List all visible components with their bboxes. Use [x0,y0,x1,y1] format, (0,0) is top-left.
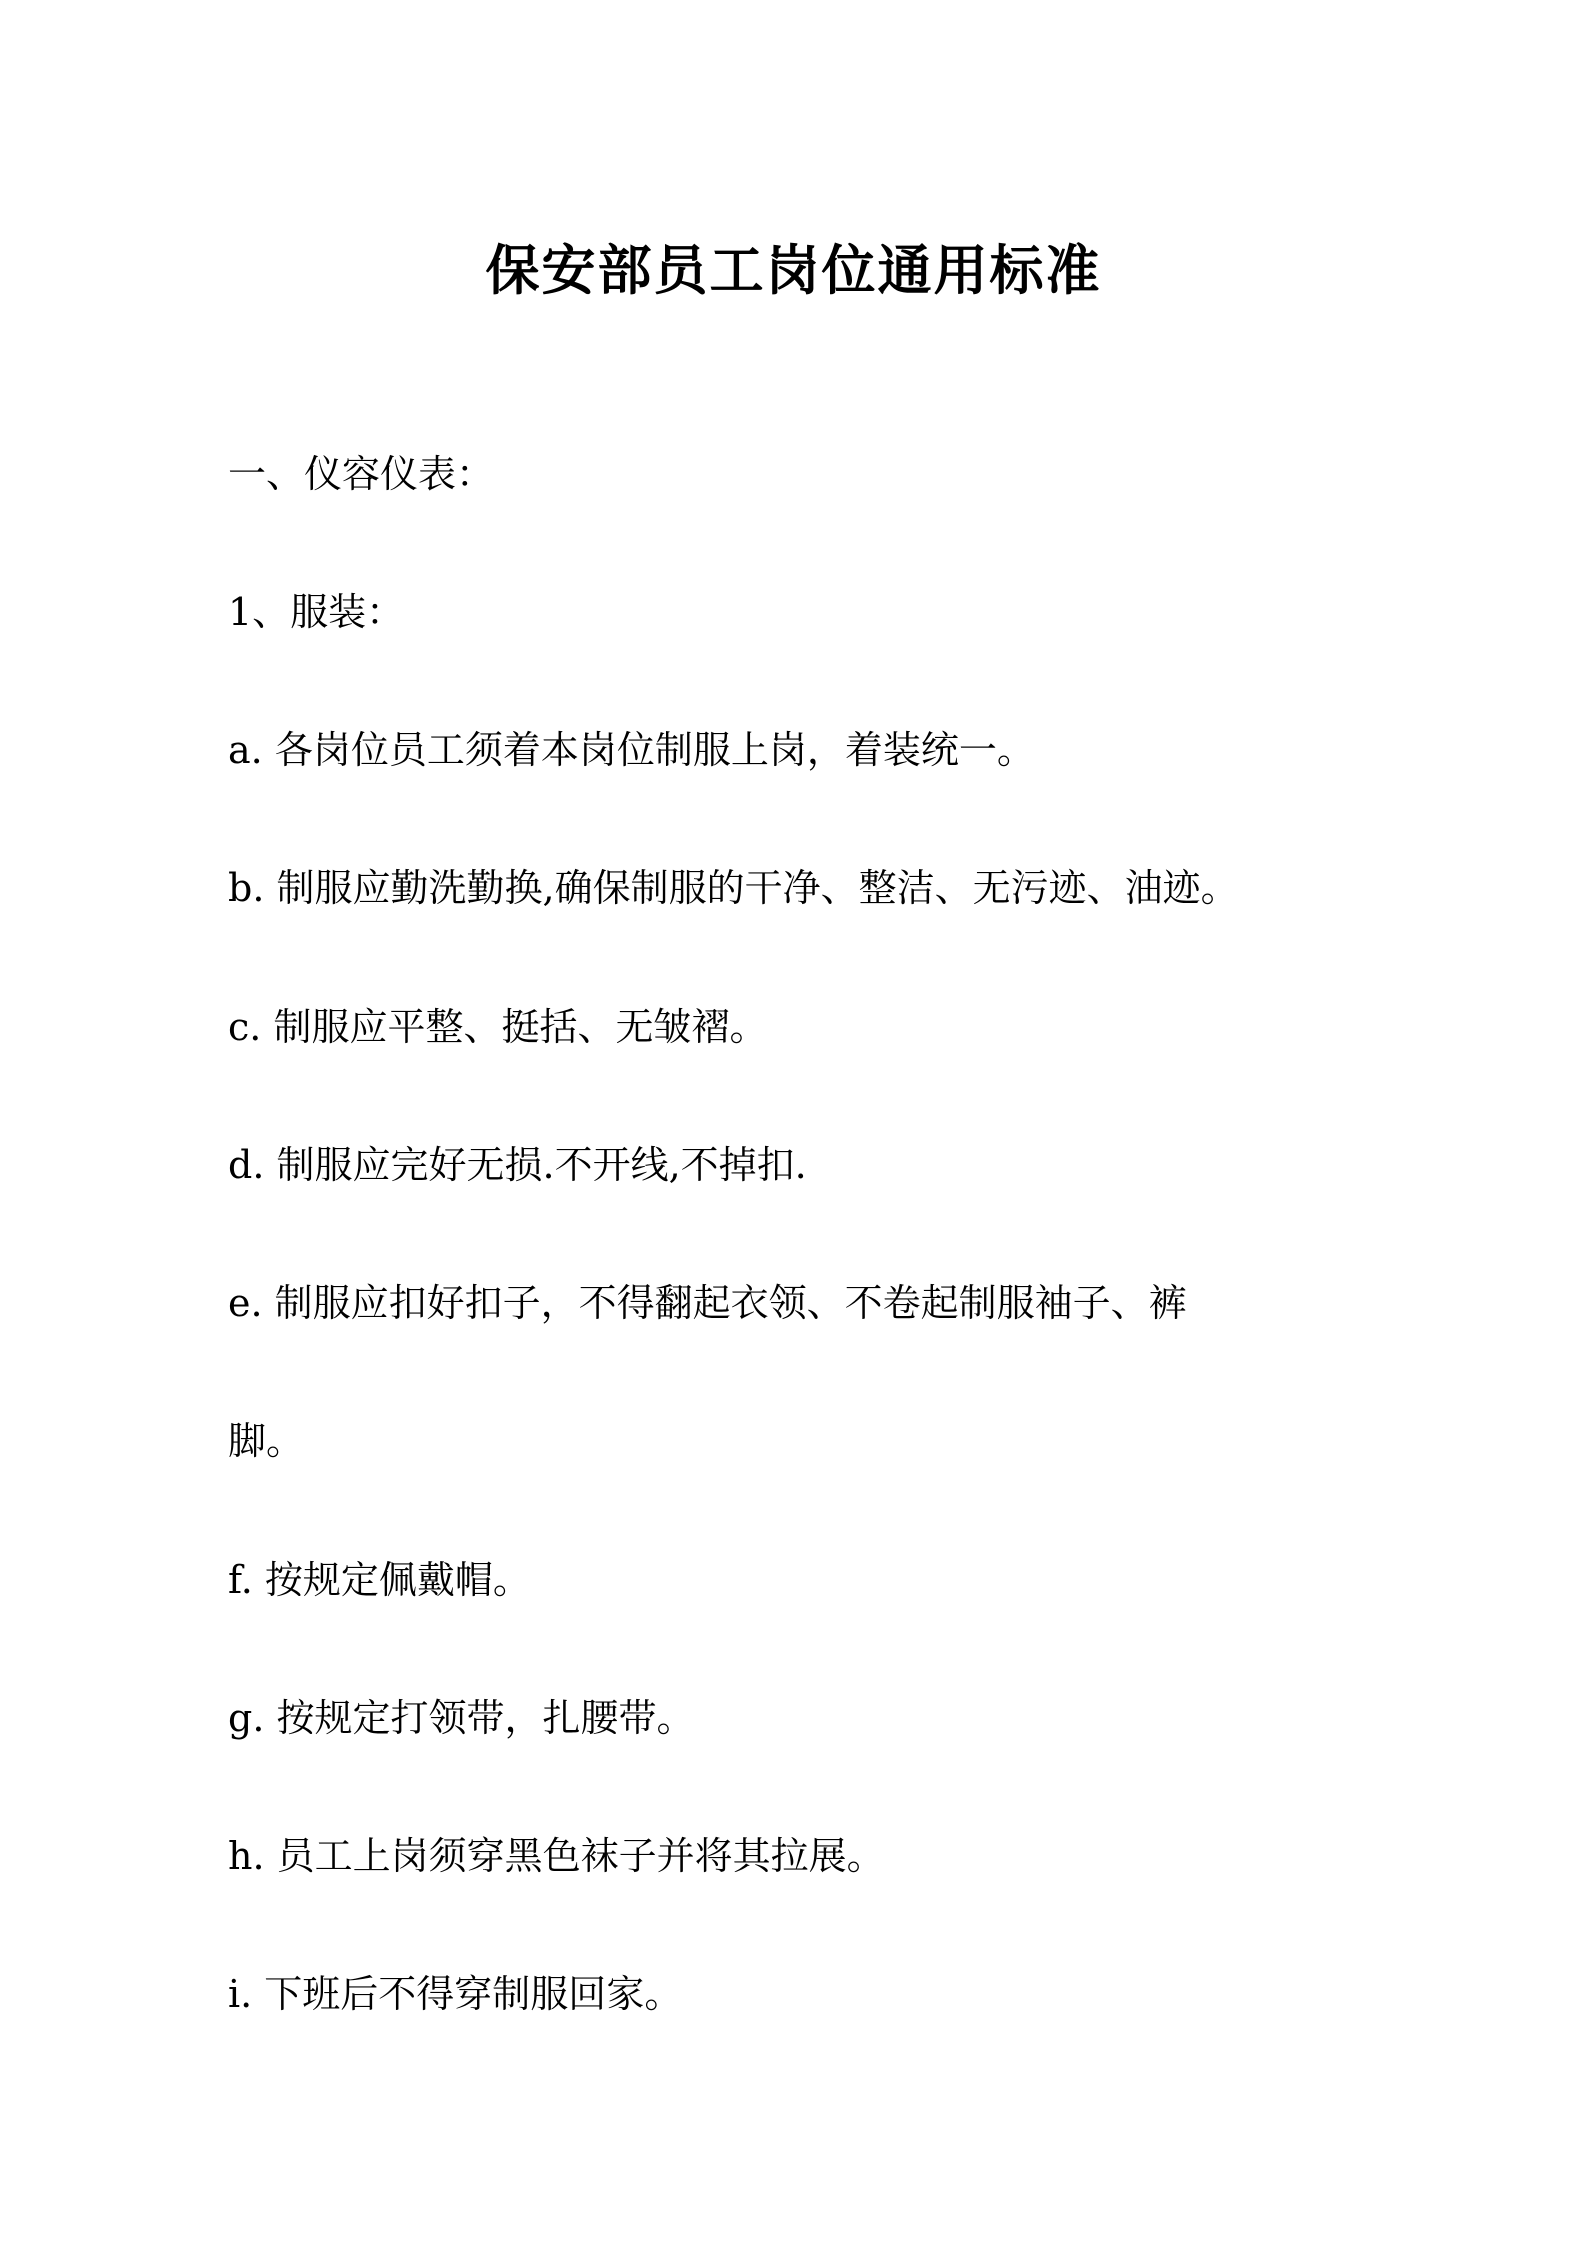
list-item-c: c. 制服应平整、挺括、无皱褶。 [228,1005,768,1049]
list-item-i: i. 下班后不得穿制服回家。 [228,1972,683,2016]
list-item-g: g. 按规定打领带，扎腰带。 [228,1696,695,1740]
list-item-d: d. 制服应完好无损.不开线,不掉扣. [228,1143,807,1187]
list-item-e-continued: 脚。 [228,1419,305,1463]
list-item-e: e. 制服应扣好扣子，不得翻起衣领、不卷起制服袖子、裤 [228,1281,1187,1325]
document-title: 保安部员工岗位通用标准 [485,238,1102,302]
list-item-h: h. 员工上岗须穿黑色袜子并将其拉展。 [228,1834,885,1878]
section-heading: 一、仪容仪表： [228,452,495,496]
list-item-f: f. 按规定佩戴帽。 [228,1558,531,1602]
subsection-heading: 1、服装： [228,590,405,634]
list-item-b: b. 制服应勤洗勤换,确保制服的干净、整洁、无污迹、油迹。 [228,866,1239,910]
list-item-a: a. 各岗位员工须着本岗位制服上岗，着装统一。 [228,728,1035,772]
